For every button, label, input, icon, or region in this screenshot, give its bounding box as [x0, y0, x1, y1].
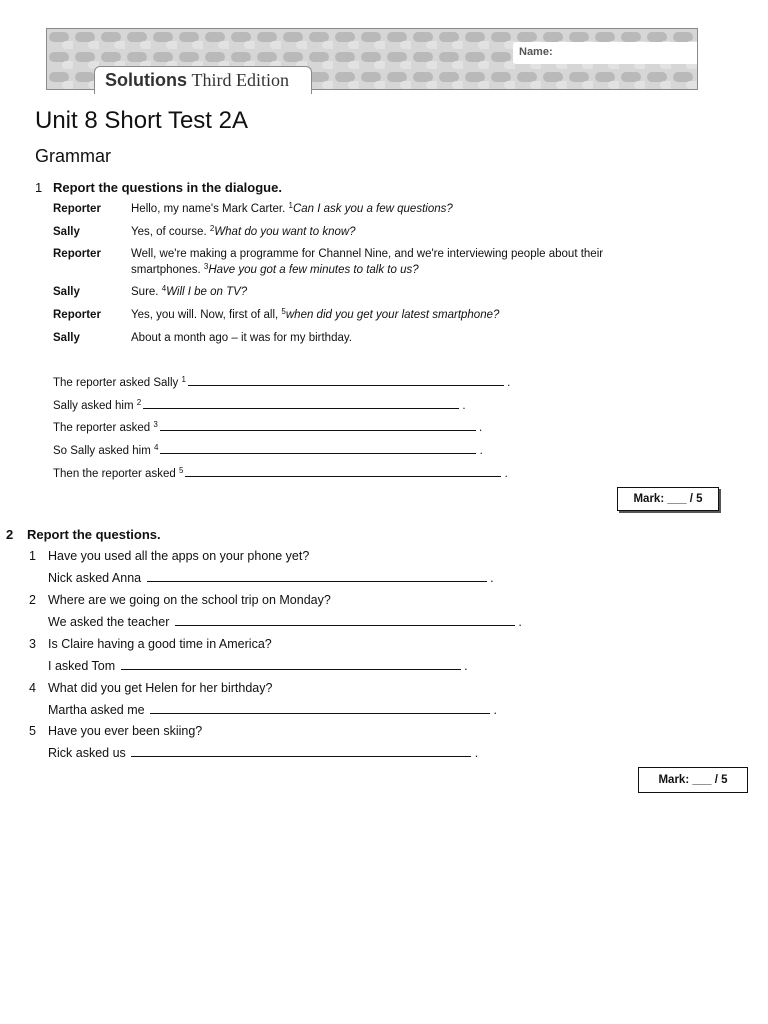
answer-prompt: Martha asked me .	[48, 703, 498, 717]
answer-blank[interactable]	[185, 476, 501, 477]
dialogue-speaker: Sally	[53, 286, 80, 298]
question-text: Where are we going on the school trip on Monday?	[48, 593, 331, 607]
exercise1-instruction: Report the questions in the dialogue.	[53, 180, 282, 195]
answer-blank[interactable]	[175, 625, 515, 626]
answer-prompt: Nick asked Anna .	[48, 571, 494, 585]
dialogue-speaker: Reporter	[53, 309, 101, 321]
answer-blank[interactable]	[143, 408, 459, 409]
name-field[interactable]	[513, 42, 698, 64]
answer-blank[interactable]	[160, 453, 476, 454]
exercise1-number: 1	[35, 180, 43, 195]
dialogue-line: Sure. $^4$Will I be on TV?	[131, 284, 248, 298]
answer-blank[interactable]	[131, 756, 471, 757]
question-text: Is Claire having a good time in America?	[48, 637, 272, 651]
question-text: Have you used all the apps on your phone yet?	[48, 549, 310, 563]
answer-prompt: The reporter asked Sally $^1$ .	[53, 375, 511, 389]
answer-blank[interactable]	[147, 581, 487, 582]
question-number: 2	[29, 593, 36, 607]
answer-blank[interactable]	[121, 669, 461, 670]
question-text: Have you ever been skiing?	[48, 724, 203, 738]
dialogue-line: Hello, my name's Mark Carter. $^1$Can I ask you a few questions?	[131, 201, 453, 215]
answer-prompt: The reporter asked $^3$ .	[53, 420, 483, 434]
dialogue-speaker: Sally	[53, 332, 80, 344]
page-title: Unit 8 Short Test 2A	[35, 107, 248, 134]
section-title: Grammar	[35, 146, 111, 166]
answer-prompt: Rick asked us .	[48, 746, 479, 760]
answer-blank[interactable]	[188, 385, 504, 386]
dialogue-line: smartphones. $^3$Have you got a few minutes to talk to us?	[131, 262, 419, 276]
answer-prompt: Then the reporter asked $^5$ .	[53, 466, 508, 480]
question-text: What did you get Helen for her birthday?	[48, 681, 273, 695]
answer-prompt: I asked Tom .	[48, 659, 468, 673]
answer-prompt: We asked the teacher .	[48, 615, 522, 629]
question-number: 3	[29, 637, 36, 651]
dialogue-speaker: Reporter	[53, 248, 101, 260]
dialogue-line: Yes, of course. $^2$What do you want to know?	[131, 224, 356, 238]
dialogue-speaker: Sally	[53, 226, 80, 238]
question-number: 5	[29, 724, 36, 738]
question-number: 1	[29, 549, 36, 563]
exercise2-instruction: Report the questions.	[27, 527, 161, 542]
exercise2-mark-box: Mark: ___ / 5	[638, 767, 748, 793]
brand-tab	[94, 66, 312, 94]
answer-blank[interactable]	[160, 430, 476, 431]
answer-blank[interactable]	[150, 713, 490, 714]
dialogue-line: About a month ago – it was for my birthday.	[131, 332, 352, 344]
brand-logo: Solutions Third Edition	[105, 70, 289, 90]
dialogue-line: Yes, you will. Now, first of all, $^5$when did you get your latest smartphone?	[131, 307, 500, 321]
exercise1-mark-box: Mark: ___ / 5	[617, 487, 719, 511]
dialogue-line: Well, we're making a programme for Channel Nine, and we're interviewing people about their	[131, 248, 604, 260]
dialogue-speaker: Reporter	[53, 203, 101, 215]
question-number: 4	[29, 681, 36, 695]
exercise2-number: 2	[6, 527, 14, 542]
name-label: Name:	[519, 46, 553, 58]
answer-prompt: Sally asked him $^2$ .	[53, 398, 466, 412]
answer-prompt: So Sally asked him $^4$ .	[53, 443, 483, 457]
